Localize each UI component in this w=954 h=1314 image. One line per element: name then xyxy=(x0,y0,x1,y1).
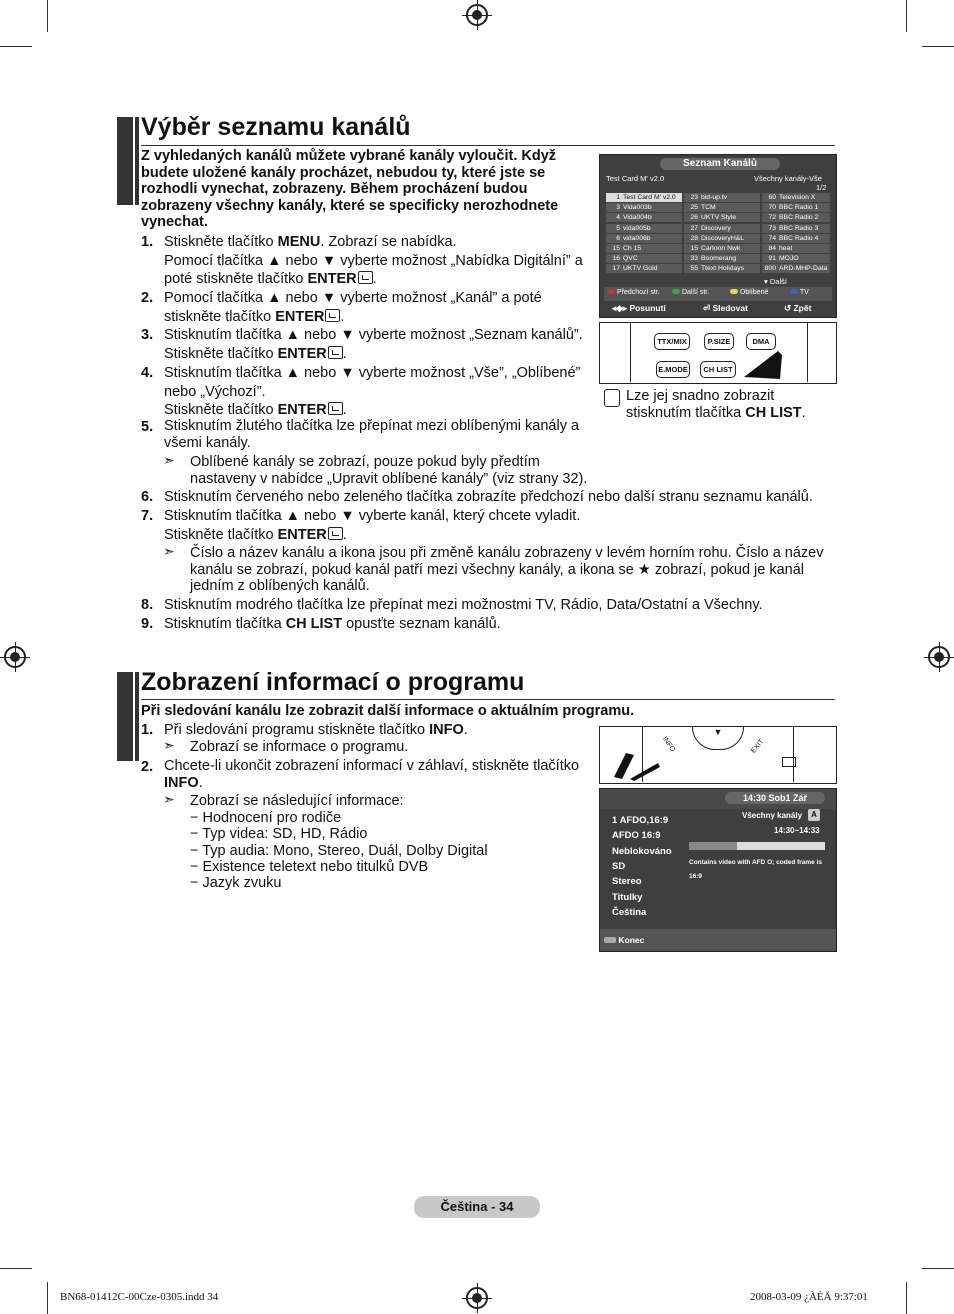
step-1: Při sledování programu stiskněte tlačítko INFO. xyxy=(164,722,468,738)
channel-list-item[interactable] xyxy=(684,203,760,212)
program-info-screen xyxy=(599,788,837,952)
channel-list-item[interactable] xyxy=(684,193,760,202)
channel-name: heat xyxy=(779,245,793,252)
nav-watch: Sledovat xyxy=(712,303,748,313)
channel-list-item[interactable] xyxy=(606,264,682,273)
note-1: Zobrazí se informace o programu. xyxy=(190,739,409,755)
legend-prev: Předchozí str. xyxy=(616,289,660,296)
channel-name: BBC Radio 1 xyxy=(779,204,819,212)
channel-name: Vida003b xyxy=(623,204,652,212)
chlist-button: CH LIST xyxy=(700,361,736,378)
section-bar xyxy=(117,672,133,761)
channel-list-screen: Seznam Kanálů Test Card M' v2.0 Všechny kanály-Vše 1/2 1 Test Card M' v2.0 3 Vida003b 4 Vida004b 5 vida005b 6 vida006b 15 Ch 15 16 QVC 17 UKTV Gold 23 bid-up.tv 25 TCM 26 UKTV Style 27 Discovery 28 DiscoveryH&L 15 Cartoon Nwk 33 Boomerang 55 Ttext Holidays 60 Television X 70 BBC Radio 1 72 BBC Radio 2 73 BBC Radio 3 74 BBC Radio 4 84 heat 91 MOJO 800 ARD-MHP-Data ▾ Další Předchozí str. Další str. Oblíbené TV ◂◆▸ Posunutí ⏎ Sledovat ↺ Zpět xyxy=(599,154,837,318)
channel-number: 15 xyxy=(690,245,698,252)
section-bar xyxy=(135,672,139,761)
side-note: Lze jej snadno zobrazit stisknutím tlačítka CH LIST. xyxy=(626,388,806,421)
step-number: 8. xyxy=(141,597,154,613)
channel-list-item[interactable] xyxy=(762,193,830,202)
current-channel: Test Card M' v2.0 xyxy=(606,174,665,183)
channel-number: 23 xyxy=(690,194,698,201)
channel-name: Test Card M' v2.0 xyxy=(623,194,676,201)
exit-key-icon xyxy=(604,937,616,943)
channel-list-item[interactable] xyxy=(762,224,830,233)
note-5: Oblíbené kanály se zobrazí, pouze pokud byly předtím nastaveny v nabídce „Upravit oblíbené kanály” (viz strany 32). xyxy=(190,454,588,487)
print-file-info: BN68-01412C-00Cze-0305.indd 34 xyxy=(60,1291,219,1303)
channel-list-item[interactable] xyxy=(762,244,830,253)
channel-name: DiscoveryH&L xyxy=(701,234,745,242)
step-number: 4. xyxy=(141,365,154,381)
intro-text: Z vyhledaných kanálů můžete vybrané kanály vyloučit. Když budete uložené kanály procházet, nebudou ty, které jste se rozhodli vynechat, zobrazeny. Během procházení budou zobrazeny všechny kanály, které se specificky nerozhodnete vynechat. xyxy=(141,148,559,230)
channel-number: 15 xyxy=(612,245,620,252)
registration-mark-icon xyxy=(928,646,950,668)
channel-list-item[interactable] xyxy=(762,264,830,273)
info-detail-line: Titulky xyxy=(612,891,643,903)
info-detail-line: Čeština xyxy=(612,906,647,918)
note-arrow-icon: ➣ xyxy=(163,737,175,753)
hand-note-icon xyxy=(604,389,620,407)
intro-text: Při sledování kanálu lze zobrazit další informace o aktuálním programu. xyxy=(141,703,635,719)
channel-number: 5 xyxy=(616,224,620,232)
print-date-info: 2008-03-09 ¿ÀÈÄ 9:37:01 xyxy=(750,1291,868,1303)
osd-title: Seznam Kanálů xyxy=(660,158,780,170)
step-number: 6. xyxy=(141,489,154,505)
crop-mark xyxy=(0,46,32,47)
channel-name: Boomerang xyxy=(701,255,737,263)
channel-name: BBC Radio 3 xyxy=(779,224,819,232)
info-detail-line: 1 AFDO,16:9 xyxy=(612,815,669,826)
channel-name: UKTV Style xyxy=(701,214,737,222)
small-key-icon xyxy=(782,757,796,767)
step-number: 3. xyxy=(141,327,154,343)
info-detail-line: Stereo xyxy=(612,876,642,888)
step-6: Stisknutím červeného nebo zeleného tlačítka zobrazíte předchozí nebo další stranu seznamu kanálů. xyxy=(164,489,813,505)
channel-name: MOJO xyxy=(779,255,799,263)
step-number: 5. xyxy=(141,419,154,435)
info-list-item: − Jazyk zvuku xyxy=(190,875,282,892)
step-1: Stiskněte tlačítko MENU. Zobrazí se nabídka. Pomocí tlačítka ▲ nebo ▼ vyberte možnost „Nabídka Digitální” a poté stiskněte tlačítko ENTER . xyxy=(164,234,583,287)
channel-name: TCM xyxy=(701,204,716,212)
info-detail-line: SD xyxy=(612,860,626,872)
channel-number: 17 xyxy=(612,265,620,273)
channel-number: 72 xyxy=(768,214,776,222)
channel-list-item[interactable] xyxy=(762,213,830,222)
info-list-item: − Hodnocení pro rodiče xyxy=(190,810,342,826)
exit-button: EXIT xyxy=(750,738,766,755)
section-bar xyxy=(135,117,139,205)
channel-list-item[interactable] xyxy=(606,213,682,222)
exit-label: Konec xyxy=(618,935,645,945)
blue-button-icon xyxy=(790,289,798,294)
note-2: Zobrazí se následující informace: xyxy=(190,793,404,809)
info-list-item: − Typ videa: SD, HD, Rádio xyxy=(190,826,368,843)
dma-button: DMA xyxy=(746,333,776,350)
channel-name: bid-up.tv xyxy=(701,194,728,201)
step-number: 2. xyxy=(141,759,154,775)
channel-number: 84 xyxy=(768,245,776,252)
program-description: Contains video with AFD O; coded frame is 16:9 xyxy=(689,859,823,880)
channel-number: 73 xyxy=(768,224,776,232)
channel-number: 60 xyxy=(768,194,776,201)
step-2: Pomocí tlačítka ▲ nebo ▼ vyberte možnost „Kanál” a poté stiskněte tlačítko ENTER . xyxy=(164,290,542,325)
more-label: ▾ Další xyxy=(764,277,787,286)
info-list-item: − Existence teletext nebo titulků DVB xyxy=(190,858,429,875)
channel-name: Vida004b xyxy=(623,214,652,222)
channel-list-item[interactable] xyxy=(762,234,830,243)
channel-number: 25 xyxy=(690,204,698,212)
enter-icon xyxy=(328,527,343,540)
channel-name: QVC xyxy=(623,255,638,263)
legend-next: Další str. xyxy=(681,289,710,296)
channel-list-item[interactable] xyxy=(762,254,830,263)
channel-number: 3 xyxy=(616,204,620,212)
channel-list-item[interactable] xyxy=(606,193,682,202)
step-number: 7. xyxy=(141,508,154,524)
registration-mark-icon xyxy=(466,1287,488,1309)
step-4: Stisknutím tlačítka ▲ nebo ▼ vyberte možnost „Vše”, „Oblíbené” nebo „Výchozí”. Stiskněte tlačítko ENTER . xyxy=(164,365,581,418)
channel-name: ARD-MHP-Data xyxy=(779,265,828,273)
channel-number: 4 xyxy=(616,214,620,222)
channel-name: Cartoon Nwk xyxy=(701,245,741,252)
emode-button: E.MODE xyxy=(656,361,690,378)
yellow-button-icon xyxy=(730,289,738,294)
step-2: Chcete-li ukončit zobrazení informací v záhlaví, stiskněte tlačítko INFO. xyxy=(164,758,580,791)
channel-number: 1 xyxy=(616,194,620,201)
crop-mark xyxy=(47,0,48,32)
channel-name: Discovery xyxy=(701,224,731,232)
step-7: Stisknutím tlačítka ▲ nebo ▼ vyberte kanál, který chcete vyladit. Stiskněte tlačítko ENTER . xyxy=(164,508,581,543)
channel-list-item[interactable] xyxy=(684,264,760,273)
enter-icon xyxy=(358,271,373,284)
enter-icon xyxy=(325,309,340,322)
page-number-pill: Čeština - 34 xyxy=(414,1196,540,1218)
crop-mark xyxy=(922,46,954,47)
channel-list-item[interactable] xyxy=(684,213,760,222)
channel-list-item[interactable] xyxy=(606,244,682,253)
legend-tv: TV xyxy=(799,289,809,296)
channel-number: 16 xyxy=(612,255,620,263)
channel-name: vida006b xyxy=(623,234,651,242)
crop-mark xyxy=(47,1282,48,1314)
psize-button: P.SIZE xyxy=(704,333,734,350)
channel-name: Ch 15 xyxy=(623,245,642,252)
section-bar xyxy=(117,117,133,205)
channel-number: 55 xyxy=(690,265,698,273)
pointer-hand-icon xyxy=(740,339,784,381)
crop-mark xyxy=(906,1282,907,1314)
channel-list-item[interactable] xyxy=(606,224,682,233)
channel-name: BBC Radio 4 xyxy=(779,234,819,242)
progress-fill xyxy=(689,842,737,850)
info-detail-line: AFDO 16:9 xyxy=(612,830,661,842)
channel-name: vida005b xyxy=(623,224,651,232)
channel-number: 33 xyxy=(690,255,698,263)
note-arrow-icon: ➣ xyxy=(163,543,175,559)
red-button-icon xyxy=(607,289,615,294)
step-number: 1. xyxy=(141,722,154,738)
channel-number: 74 xyxy=(768,234,776,242)
channel-list-item[interactable] xyxy=(684,224,760,233)
crop-mark xyxy=(906,0,907,32)
crop-mark xyxy=(0,1268,32,1269)
dpad-down-icon: ▼ xyxy=(692,727,744,750)
channel-number: 28 xyxy=(690,234,698,242)
page-indicator: 1/2 xyxy=(816,183,827,192)
step-9: Stisknutím tlačítka CH LIST opusťte seznam kanálů. xyxy=(164,616,501,632)
channel-number: 70 xyxy=(768,204,776,212)
channel-list-item[interactable] xyxy=(684,234,760,243)
channel-list-item[interactable] xyxy=(606,254,682,263)
divider xyxy=(141,145,835,146)
channel-list-item[interactable] xyxy=(606,203,682,212)
rating-badge: A xyxy=(808,809,820,821)
channel-number: 91 xyxy=(768,255,776,263)
legend-fav: Oblíbené xyxy=(739,289,769,296)
channel-list-item[interactable] xyxy=(684,254,760,263)
note-arrow-icon: ➣ xyxy=(163,791,175,807)
step-number: 1. xyxy=(141,234,154,250)
note-arrow-icon: ➣ xyxy=(163,452,175,468)
channel-number: 6 xyxy=(616,234,620,242)
progress-bar xyxy=(689,842,825,850)
enter-icon xyxy=(328,402,343,415)
registration-mark-icon xyxy=(4,646,26,668)
nav-move: Posunutí xyxy=(629,303,666,313)
section-title: Výběr seznamu kanálů xyxy=(141,113,411,141)
step-8: Stisknutím modrého tlačítka lze přepínat mezi možnostmi TV, Rádio, Data/Ostatní a Všechny. xyxy=(164,597,763,613)
step-3: Stisknutím tlačítka ▲ nebo ▼ vyberte možnost „Seznam kanálů”. Stiskněte tlačítko ENTER . xyxy=(164,327,583,362)
channel-list-item[interactable] xyxy=(762,203,830,212)
channel-name: UKTV Gold xyxy=(623,265,658,273)
mode-label: Všechny kanály xyxy=(742,811,803,820)
crop-mark xyxy=(922,1268,954,1269)
channel-number: 27 xyxy=(690,224,698,232)
info-button: INFO xyxy=(660,735,677,754)
step-5: Stisknutím žlutého tlačítka lze přepínat mezi oblíbenými kanály a všemi kanály. xyxy=(164,418,580,451)
nav-back: Zpět xyxy=(793,303,812,313)
remote-illustration xyxy=(599,726,837,784)
channel-list-item[interactable] xyxy=(684,244,760,253)
time-label: 14:30 Sob1 Zář xyxy=(725,792,825,804)
channel-name: BBC Radio 2 xyxy=(779,214,819,222)
channel-number: 26 xyxy=(690,214,698,222)
registration-mark-icon xyxy=(466,4,488,26)
ttx-mix-button: TTX/MIX xyxy=(654,333,690,350)
list-mode: Všechny kanály-Vše xyxy=(754,174,822,183)
divider xyxy=(141,699,835,700)
step-number: 2. xyxy=(141,290,154,306)
info-list-item: − Typ audia: Mono, Stereo, Duál, Dolby Digital xyxy=(190,842,488,859)
step-number: 9. xyxy=(141,616,154,632)
time-slot: 14:30~14:33 xyxy=(774,826,820,835)
pointer-hand-icon xyxy=(610,745,662,781)
channel-number: 800 xyxy=(764,265,776,273)
legend-bar xyxy=(604,287,832,301)
remote-illustration xyxy=(599,322,837,384)
more-text: Další xyxy=(769,277,787,286)
enter-icon xyxy=(328,346,343,359)
note-7: Číslo a název kanálu a ikona jsou při změně kanálu zobrazeny v levém horním rohu. Číslo a název kanálu se zobrazí, pokud kanál patří mezi všechny kanály, a ikona se ★ zobrazí, pokud je kanál jedním z oblíbených kanálů. xyxy=(190,545,824,594)
info-detail-line: Neblokováno xyxy=(612,845,672,857)
channel-name: Ttext Holidays xyxy=(701,265,745,273)
section-title: Zobrazení informací o programu xyxy=(141,668,525,696)
channel-name: Television X xyxy=(779,194,816,201)
channel-list-item[interactable] xyxy=(606,234,682,243)
green-button-icon xyxy=(672,289,680,294)
